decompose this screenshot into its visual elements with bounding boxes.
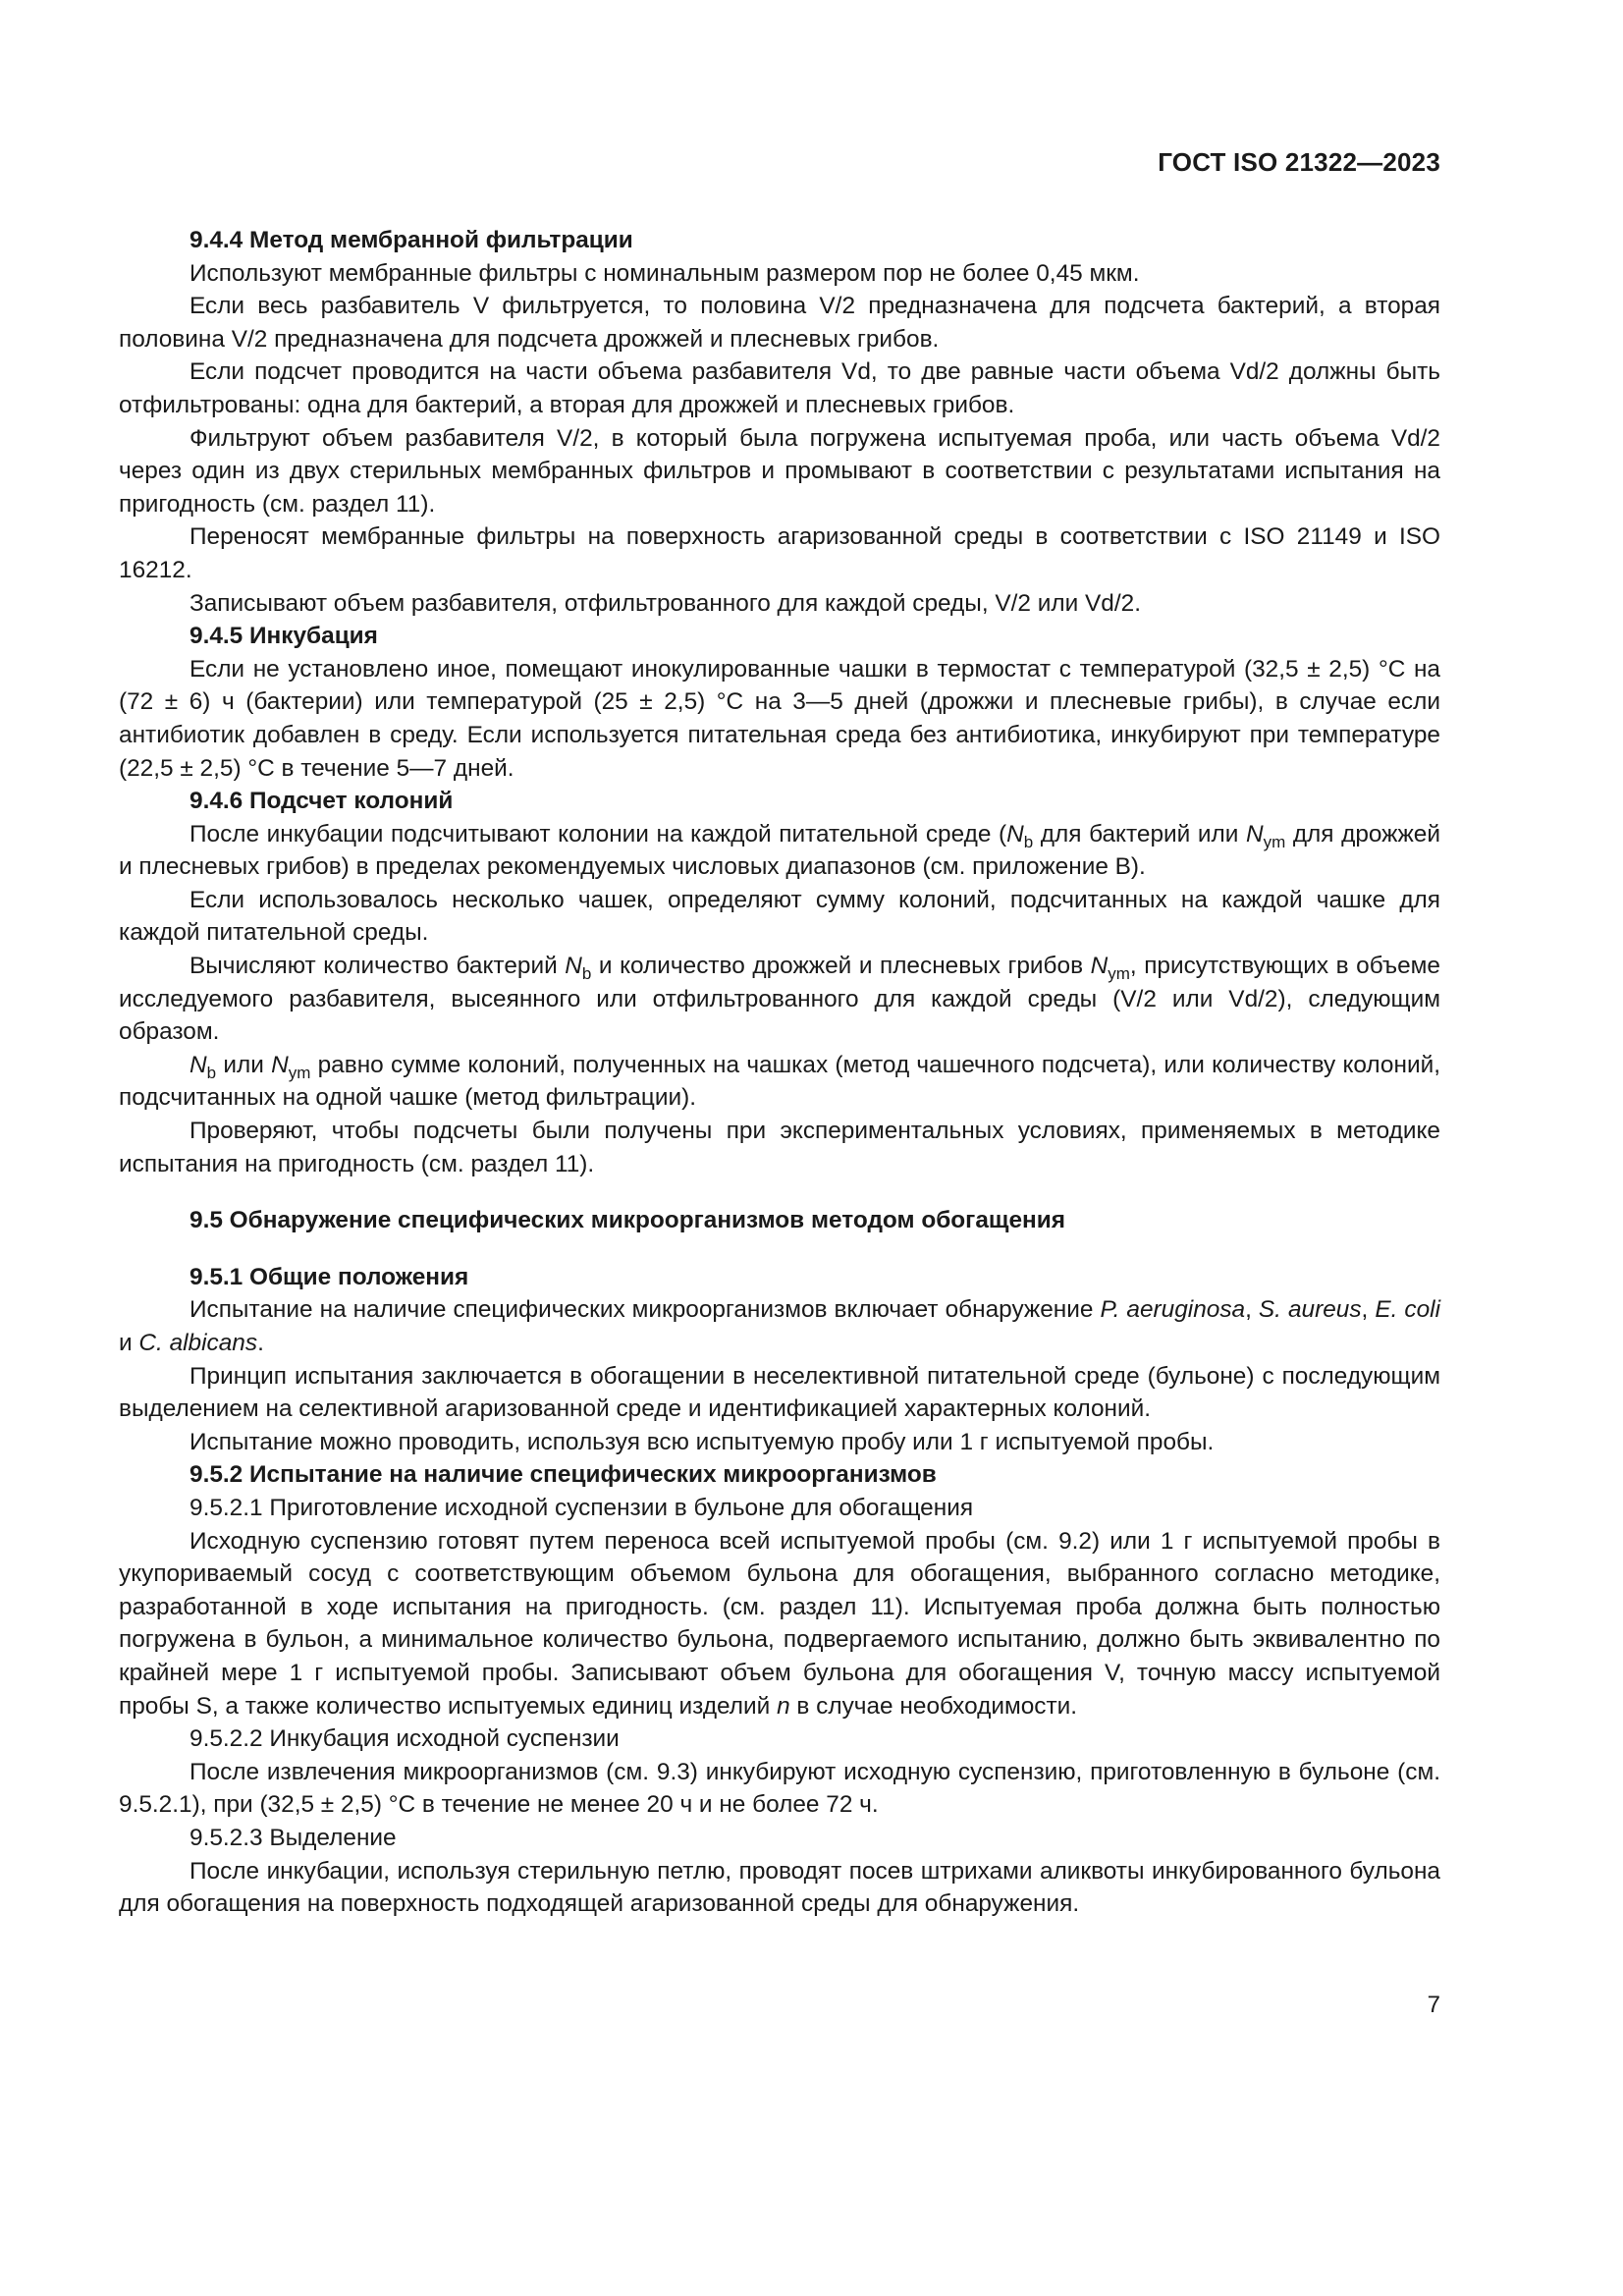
paragraph: [119, 818, 1440, 884]
symbol-n: N: [1006, 820, 1024, 847]
paragraph: Переносят мембранные фильтры на поверхность агаризованной среды в соответствии с ISO 21149 и ISO 16212.: [119, 523, 1440, 583]
paragraph: Испытание можно проводить, используя всю испытуемую пробу или 1 г испытуемой пробы.: [189, 1428, 1215, 1455]
text-fragment: Вычисляют количество бактерий: [189, 953, 566, 980]
paragraph: Фильтруют объем разбавителя V/2, в который была погружена испытуемая проба, или часть объема Vd/2 через один из двух стерильных мембранных фильтров и промывают в соответствии с результатами испытания на пригодность (см. раздел 11).: [119, 424, 1440, 518]
organism-name: P. aeruginosa: [1100, 1296, 1246, 1324]
subscript: ym: [1108, 964, 1130, 984]
subsection-title: 9.5.2.3 Выделение: [189, 1824, 397, 1851]
text-fragment: , присутствующих в объеме исследуемого разбавителя, высеянного или отфильтрованного для каждой среды (V/2 или Vd/2), следующим образом.: [119, 953, 1440, 1046]
paragraph: Если не установлено иное, помещают инокулированные чашки в термостат с температурой (32,5 ± 2,5) °С на (72 ± 6) ч (бактерии) или температурой (25 ± 2,5) °С на 3—5 дней (дрожжи и плесневые грибы), в случае если антибиотик добавлен в среду. Если используется питательная среда без антибиотика, инкубируют при температуре (22,5 ± 2,5) °С в течение 5—7 дней.: [119, 655, 1440, 782]
paragraph: Проверяют, чтобы подсчеты были получены при экспериментальных условиях, применяемых в методике испытания на пригодность (см. раздел 11).: [119, 1118, 1440, 1177]
paragraph: После инкубации, используя стерильную петлю, проводят посев штрихами аликвоты инкубированного бульона для обогащения на поверхность подходящей агаризованной среды для обнаружения.: [119, 1857, 1440, 1918]
page-number: 7: [1427, 1992, 1440, 2018]
paragraph: После извлечения микроорганизмов (см. 9.3) инкубируют исходную суспензию, приготовленную в бульоне (см. 9.5.2.1), при (32,5 ± 2,5) °С в течение не менее 20 ч и не более 72 ч.: [119, 1758, 1440, 1819]
subsection-title: 9.5.2.2 Инкубация исходной суспензии: [189, 1725, 620, 1753]
section-heading: 9.4.4 Метод мембранной фильтрации: [189, 227, 633, 253]
subsection-title: 9.5.2.1 Приготовление исходной суспензии в бульоне для обогащения: [189, 1494, 974, 1521]
section-heading: 9.4.5 Инкубация: [189, 623, 378, 650]
subscript: ym: [1263, 832, 1286, 851]
paragraph: [119, 1293, 1440, 1359]
text-fragment: для дрожжей и плесневых грибов) в пределах рекомендуемых числовых диапазонов (см. приложение В).: [119, 820, 1440, 881]
paragraph: Используют мембранные фильтры с номинальным размером пор не более 0,45 мкм.: [189, 259, 1140, 287]
document-body: [119, 224, 1440, 1921]
document-header: ГОСТ ISO 21322—2023: [1158, 147, 1440, 177]
subscript: b: [1023, 832, 1034, 851]
paragraph: Если подсчет проводится на части объема разбавителя Vd, то две равные части объема Vd/2 должны быть отфильтрованы: одна для бактерий, а вторая для дрожжей и плесневых грибов.: [119, 358, 1440, 418]
symbol-n: N: [189, 1051, 207, 1078]
paragraph: [119, 950, 1440, 1049]
subscript: b: [206, 1063, 217, 1082]
symbol-n: N: [1090, 953, 1109, 980]
text-fragment: и: [119, 1330, 139, 1356]
section-heading: 9.5 Обнаружение специфических микроорганизмов методом обогащения: [189, 1207, 1066, 1234]
section-heading: 9.4.6 Подсчет колоний: [189, 788, 454, 815]
paragraph: Записывают объем разбавителя, отфильтрованного для каждой среды, V/2 или Vd/2.: [189, 589, 1141, 617]
subscript: b: [581, 964, 592, 984]
text-fragment: в случае необходимости.: [789, 1692, 1078, 1720]
text-fragment: .: [257, 1330, 264, 1356]
paragraph: Если весь разбавитель V фильтруется, то половина V/2 предназначена для подсчета бактерий, а вторая половина V/2 предназначена для подсчета дрожжей и плесневых грибов.: [119, 293, 1440, 353]
text-fragment: ,: [1245, 1296, 1259, 1324]
symbol-n-small: n: [777, 1692, 790, 1720]
text-fragment: Исходную суспензию готовят путем переноса всей испытуемой пробы (см. 9.2) или 1 г испытуемой пробы в укупориваемый сосуд с соответствующим объемом бульона для обогащения, выбранного согласно методике, разработанной в ходе испытания на пригодность. (см. раздел 11). Испытуемая проба должна быть полностью погружена в бульон, а минимальное количество бульона, подвергаемого испытанию, должно быть эквивалентно по крайней мере 1 г испытуемой пробы. Записывают объем бульона для обогащения V, точную массу испытуемой пробы S, а также количество испытуемых единиц изделий: [119, 1527, 1440, 1720]
paragraph: Если использовалось несколько чашек, определяют сумму колоний, подсчитанных на каждой чашке для каждой питательной среды.: [119, 886, 1440, 947]
organism-name: E. coli: [1375, 1296, 1440, 1324]
text-fragment: После инкубации подсчитывают колонии на каждой питательной среде (: [189, 820, 1007, 847]
text-fragment: равно сумме колоний, полученных на чашках (метод чашечного подсчета), или количеству колоний, подсчитанных на одной чашке (метод фильтрации).: [119, 1051, 1440, 1112]
organism-name: S. aureus: [1258, 1296, 1362, 1324]
text-fragment: для бактерий или: [1033, 820, 1246, 847]
text-fragment: или: [216, 1051, 272, 1078]
section-heading: 9.5.2 Испытание на наличие специфических микроорганизмов: [189, 1461, 937, 1489]
symbol-n: N: [565, 953, 582, 980]
text-fragment: и количество дрожжей и плесневых грибов: [591, 953, 1091, 980]
paragraph: [119, 1049, 1440, 1115]
text-fragment: ,: [1361, 1296, 1376, 1324]
symbol-n: N: [1245, 820, 1264, 847]
text-fragment: Испытание на наличие специфических микроорганизмов включает обнаружение: [189, 1296, 1101, 1324]
symbol-n: N: [271, 1051, 289, 1078]
organism-name: C. albicans: [138, 1330, 258, 1356]
paragraph: [119, 1525, 1440, 1723]
paragraph: Принцип испытания заключается в обогащении в неселективной питательной среде (бульоне) с последующим выделением на селективной агаризованной среде и идентификацией характерных колоний.: [119, 1362, 1440, 1423]
section-heading: 9.5.1 Общие положения: [189, 1263, 469, 1290]
subscript: ym: [288, 1063, 311, 1082]
